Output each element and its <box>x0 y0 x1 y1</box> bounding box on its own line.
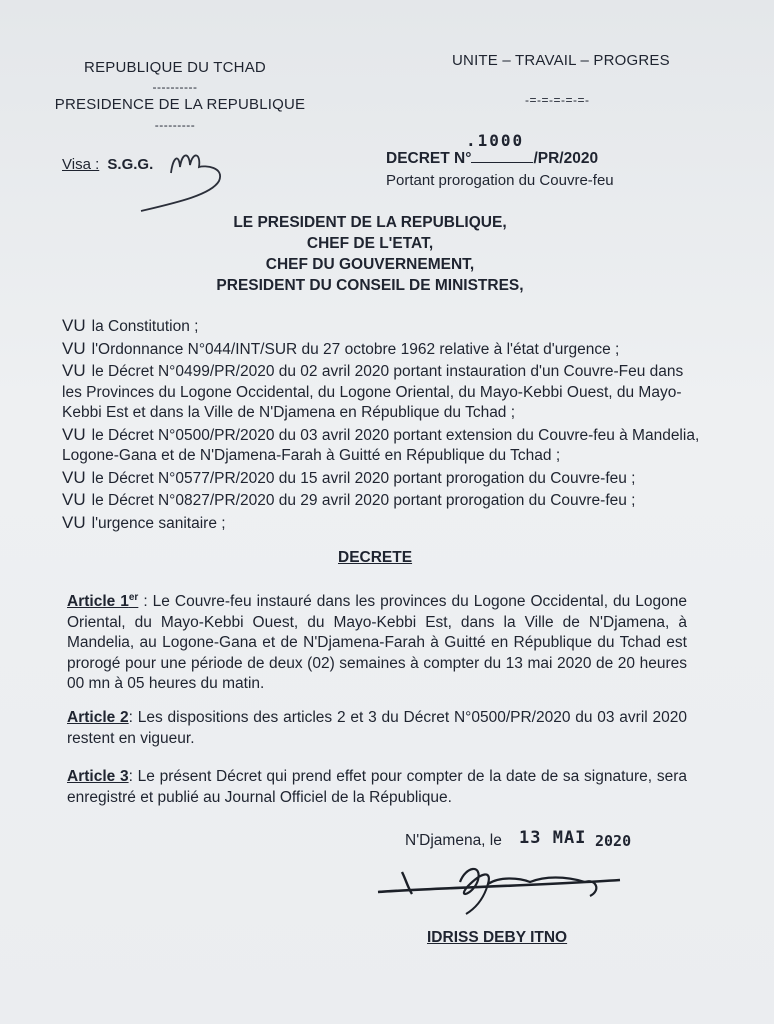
decree-suffix: /PR/2020 <box>533 150 599 167</box>
place-label: N'Djamena, le <box>405 832 502 849</box>
vu-item: VU l'urgence sanitaire ; <box>62 512 226 532</box>
date-stamp-year: 2020 <box>595 832 632 850</box>
visa-initials-signature <box>135 145 235 215</box>
presidential-signature <box>370 850 630 920</box>
title-line-2: CHEF DE L'ETAT, <box>306 235 434 252</box>
article-1-text: : Le Couvre-feu instauré dans les provinces du Logone Occidental, du Logone Oriental, du Mayo-Kebbi Ouest, du Mayo-Kebbi Est, dans la Ville de N'Djamena, à Mandelia, au Logone-Gana et de N'Djamena-Farah à Guitté en République du Tchad est prorogé pour une période de deux (02) semaines à compter du 13 mai 2020 de 20 heures 00 mn à 05 heures du matin. <box>67 593 687 693</box>
article-3-text: : Le présent Décret qui prend effet pour compter de la date de sa signature, sera enregistré et publié au Journal Officiel de la République. <box>67 768 687 806</box>
date-stamp-day-month: 13 MAI <box>519 828 587 848</box>
decrete-heading: DECRETE <box>338 549 413 566</box>
visa-label: Visa : <box>62 156 100 173</box>
header-motto-separator: -=-=-=-=-=- <box>525 93 590 107</box>
signatory-name: IDRISS DEBY ITNO <box>427 929 568 946</box>
title-block <box>170 212 570 296</box>
decree-subject: Portant prorogation du Couvre-feu <box>386 172 614 189</box>
article-2 <box>67 708 687 749</box>
title-line-3: CHEF DU GOUVERNEMENT, <box>265 256 475 273</box>
header-separator-2: --------- <box>154 118 196 132</box>
vu-item: VU l'Ordonnance N°044/INT/SUR du 27 octobre 1962 relative à l'état d'urgence ; <box>62 338 620 358</box>
decree-number-blank <box>471 150 533 163</box>
vu-item: VU la Constitution ; <box>62 316 199 335</box>
vu-item: VU le Décret N°0577/PR/2020 du 15 avril 2020 portant prorogation du Couvre-feu ; <box>62 467 636 487</box>
title-line-4: PRESIDENT DU CONSEIL DE MINISTRES, <box>216 277 524 294</box>
title-line-1: LE PRESIDENT DE LA REPUBLIQUE, <box>233 214 507 231</box>
header-presidency: PRESIDENCE DE LA REPUBLIQUE <box>54 96 306 113</box>
article-2-label: Article 2 <box>67 709 129 726</box>
vu-item: VU le Décret N°0499/PR/2020 du 02 avril 2020 portant instauration d'un Couvre-Feu dans les Provinces du Logone Occidental, du Logone Oriental, du Mayo-Kebbi Ouest, du Mayo-Kebbi Est et dans la Ville de N'Djamena en République du Tchad ; <box>62 361 684 421</box>
visa-value: S.G.G. <box>107 156 154 173</box>
article-3 <box>67 767 687 808</box>
decree-number-stamp: .1000 <box>466 131 525 150</box>
decree-label: DECRET N° <box>386 150 472 167</box>
header-motto: UNITE – TRAVAIL – PROGRES <box>452 52 670 69</box>
article-3-label: Article 3 <box>67 768 129 785</box>
vu-item: VU le Décret N°0500/PR/2020 du 03 avril 2020 portant extension du Couvre-feu à Mandelia, Logone-Gana et de N'Djamena-Farah à Guitté en République du Tchad ; <box>62 424 700 464</box>
header-separator-1: ---------- <box>152 80 198 94</box>
article-1 <box>67 588 687 695</box>
article-2-text: : Les dispositions des articles 2 et 3 du Décret N°0500/PR/2020 du 03 avril 2020 restent en vigueur. <box>67 709 687 747</box>
article-1-label: Article 1er <box>67 592 139 611</box>
decree-number-line <box>386 150 598 168</box>
vu-list <box>62 316 702 534</box>
header-republic: REPUBLIQUE DU TCHAD <box>84 59 266 76</box>
vu-item: VU le Décret N°0827/PR/2020 du 29 avril 2020 portant prorogation du Couvre-feu ; <box>62 490 636 509</box>
